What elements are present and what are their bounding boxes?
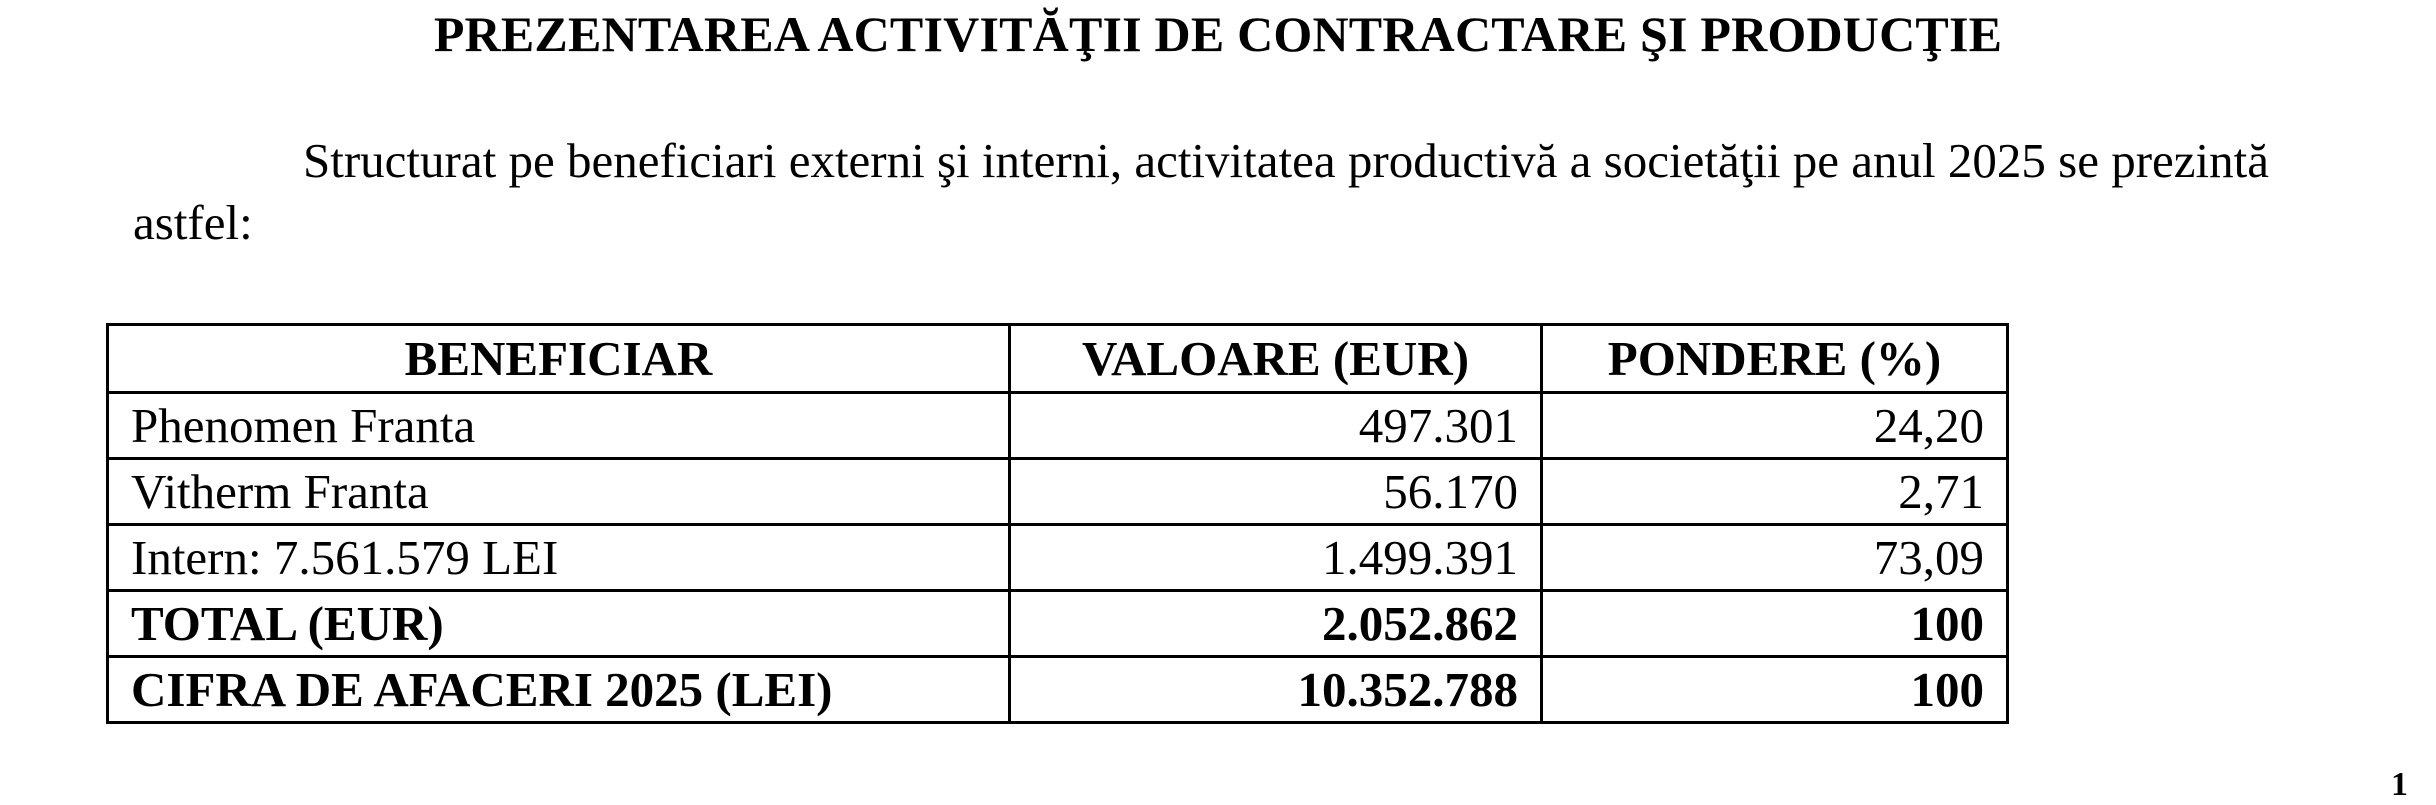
cell-valoare: 10.352.788 [1010, 657, 1542, 723]
header-valoare: VALOARE (EUR) [1010, 325, 1542, 393]
cell-pondere: 100 [1542, 591, 2008, 657]
cell-valoare: 497.301 [1010, 393, 1542, 459]
table-row [108, 393, 2008, 459]
turnover-row [108, 657, 2008, 723]
cell-pondere: 24,20 [1542, 393, 2008, 459]
intro-paragraph: Structurat pe beneficiari externi şi interni, activitatea productivă a societăţii pe anul 2025 se prezintă astfel: [133, 133, 2270, 250]
cell-pondere: 100 [1542, 657, 2008, 723]
cell-valoare: 56.170 [1010, 459, 1542, 525]
table-row [108, 525, 2008, 591]
cell-pondere: 73,09 [1542, 525, 2008, 591]
beneficiary-table [106, 323, 2009, 724]
header-beneficiar: BENEFICIAR [108, 325, 1010, 393]
total-row [108, 591, 2008, 657]
table-row [108, 459, 2008, 525]
header-pondere: PONDERE (%) [1542, 325, 2008, 393]
cell-beneficiar: Phenomen Franta [108, 393, 1010, 459]
document-title: PREZENTAREA ACTIVITĂŢII DE CONTRACTARE ŞI PRODUCŢIE [433, 6, 2003, 62]
cell-beneficiar: CIFRA DE AFACERI 2025 (LEI) [108, 657, 1010, 723]
cell-valoare: 2.052.862 [1010, 591, 1542, 657]
cell-beneficiar: Vitherm Franta [108, 459, 1010, 525]
cell-pondere: 2,71 [1542, 459, 2008, 525]
cell-beneficiar: TOTAL (EUR) [108, 591, 1010, 657]
table-header-row [108, 325, 2008, 393]
cell-valoare: 1.499.391 [1010, 525, 1542, 591]
page-number: 1 [2391, 766, 2408, 803]
cell-beneficiar: Intern: 7.561.579 LEI [108, 525, 1010, 591]
